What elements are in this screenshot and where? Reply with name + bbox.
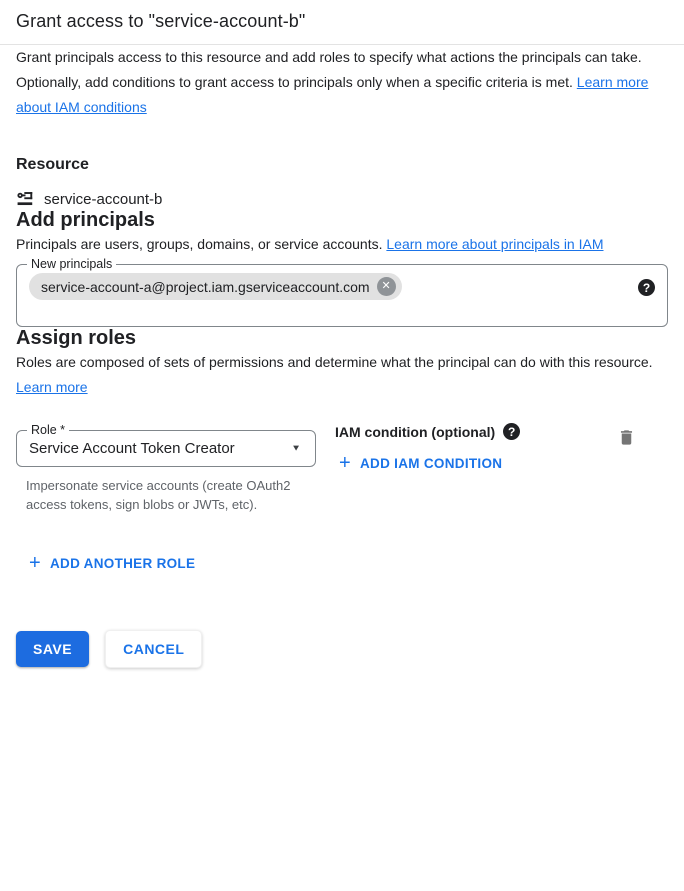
role-actions	[613, 423, 668, 453]
dialog-footer	[0, 630, 684, 668]
iam-conditions-link[interactable]: Learn more about IAM conditions	[16, 74, 649, 115]
dialog-header	[0, 0, 684, 45]
intro-text	[16, 45, 668, 120]
roles-learn-more-link[interactable]: Learn more	[16, 379, 88, 395]
role-helper-text: Impersonate service accounts (create OAuth2 access tokens, sign blobs or JWTs, etc).	[26, 478, 291, 512]
add-another-role-button[interactable]	[29, 553, 195, 573]
help-icon[interactable]: ?	[503, 423, 520, 440]
plus-icon: +	[339, 452, 351, 474]
add-iam-condition-button[interactable]	[339, 453, 502, 473]
close-icon[interactable]: ✕	[377, 277, 396, 296]
principals-link[interactable]: Learn more about principals in IAM	[386, 236, 604, 252]
plus-icon: +	[29, 552, 41, 574]
page-title: Grant access to "service-account-b"	[16, 11, 306, 31]
help-icon[interactable]: ?	[638, 279, 655, 296]
iam-condition-label: IAM condition (optional)	[335, 423, 496, 440]
role-selected-value: Service Account Token Creator	[29, 440, 235, 457]
chevron-down-icon: ▼	[291, 443, 301, 454]
intro-description: Grant principals access to this resource and add roles to specify what actions the principals can take. Optionally, add conditions to grant access to principals only when a specific criteria is met.	[16, 49, 642, 90]
add-another-role-label: ADD ANOTHER ROLE	[49, 555, 196, 571]
delete-role-button[interactable]	[613, 423, 640, 452]
role-column	[16, 423, 316, 514]
assign-roles-heading: Assign roles	[16, 327, 137, 349]
condition-column	[335, 423, 520, 474]
add-iam-condition-label: ADD IAM CONDITION	[359, 455, 503, 471]
role-select[interactable]	[16, 423, 316, 467]
trash-icon	[617, 427, 636, 448]
service-account-icon	[16, 190, 35, 209]
principal-chip[interactable]	[29, 273, 402, 300]
resource-heading: Resource	[16, 156, 89, 173]
resource-row	[16, 190, 668, 209]
resource-name: service-account-b	[44, 191, 163, 208]
role-select-label: Role *	[31, 423, 66, 437]
roles-description-text: Roles are composed of sets of permissions and determine what the principal can do with this resource.	[16, 354, 653, 370]
add-principals-heading: Add principals	[16, 209, 155, 231]
principals-description-text: Principals are users, groups, domains, or service accounts.	[16, 236, 383, 252]
cancel-button[interactable]: CANCEL	[105, 630, 202, 668]
principals-description	[16, 232, 668, 257]
new-principals-label: New principals	[31, 257, 113, 271]
dialog-body	[0, 45, 684, 574]
new-principals-field[interactable]	[16, 257, 668, 327]
roles-description	[16, 350, 668, 400]
role-row	[16, 423, 668, 514]
save-button[interactable]: SAVE	[16, 631, 89, 667]
principal-chip-label: service-account-a@project.iam.gserviceaccount.com	[41, 278, 370, 295]
